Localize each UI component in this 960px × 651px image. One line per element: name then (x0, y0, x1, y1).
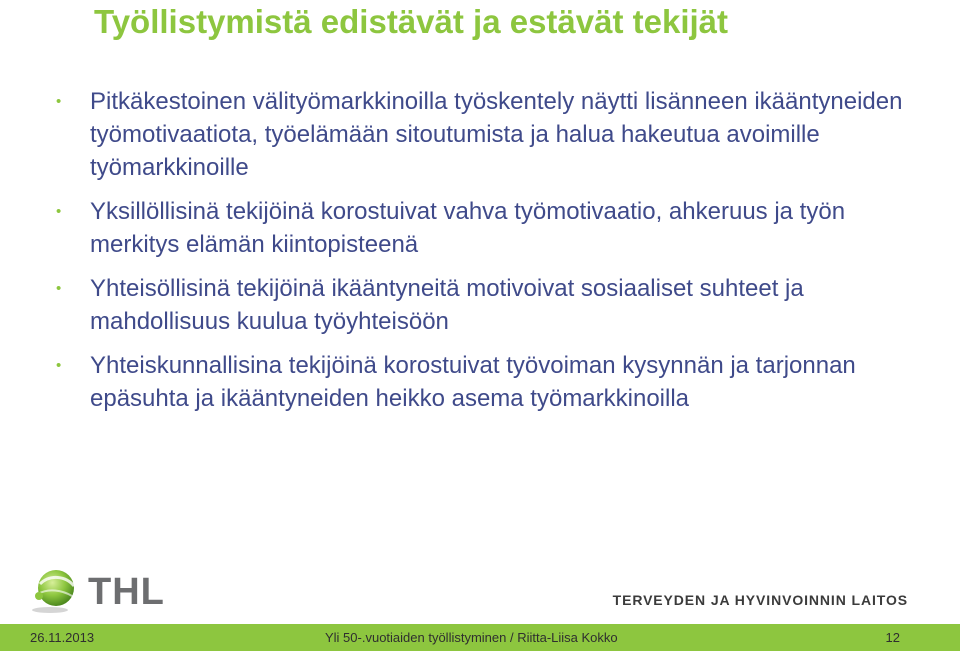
footer-date: 26.11.2013 (30, 630, 95, 645)
footer-bar (0, 624, 960, 651)
bullet-text: Yhteisöllisinä tekijöinä ikääntyneitä motivoivat sosiaaliset suhteet ja mahdollisuus kuulua työyhteisöön (90, 275, 804, 335)
bullet-icon: • (56, 203, 62, 220)
slide-title: Työllistymistä edistävät ja estävät tekijät (94, 3, 729, 40)
bullet-icon: • (56, 93, 62, 110)
bullet-item (56, 85, 936, 184)
organization-name: TERVEYDEN JA HYVINVOINNIN LAITOS (612, 592, 908, 608)
bullet-item (56, 349, 936, 415)
bullet-icon: • (56, 280, 62, 297)
page-number: 12 (885, 630, 900, 645)
bullet-item (56, 272, 936, 338)
bullet-text: Pitkäkestoinen välityömarkkinoilla työskentely näytti lisänneen ikääntyneiden työmotivaatiota, työelämään sitoutumista ja halua hakeutua avoimille työmarkkinoille (90, 88, 903, 181)
bullet-item (56, 195, 936, 261)
footer-title: Yli 50-.vuotiaiden työllistyminen / Riitta-Liisa Kokko (325, 630, 618, 645)
bullet-list (56, 85, 936, 426)
bullet-icon: • (56, 357, 62, 374)
bullet-text: Yhteiskunnallisina tekijöinä korostuivat työvoiman kysynnän ja tarjonnan epäsuhta ja ikääntyneiden heikko asema työmarkkinoilla (90, 352, 856, 412)
bullet-text: Yksillöllisinä tekijöinä korostuivat vahva työmotivaatio, ahkeruus ja työn merkitys elämän kiintopisteenä (90, 198, 846, 258)
thl-logo-text: THL (88, 571, 165, 613)
